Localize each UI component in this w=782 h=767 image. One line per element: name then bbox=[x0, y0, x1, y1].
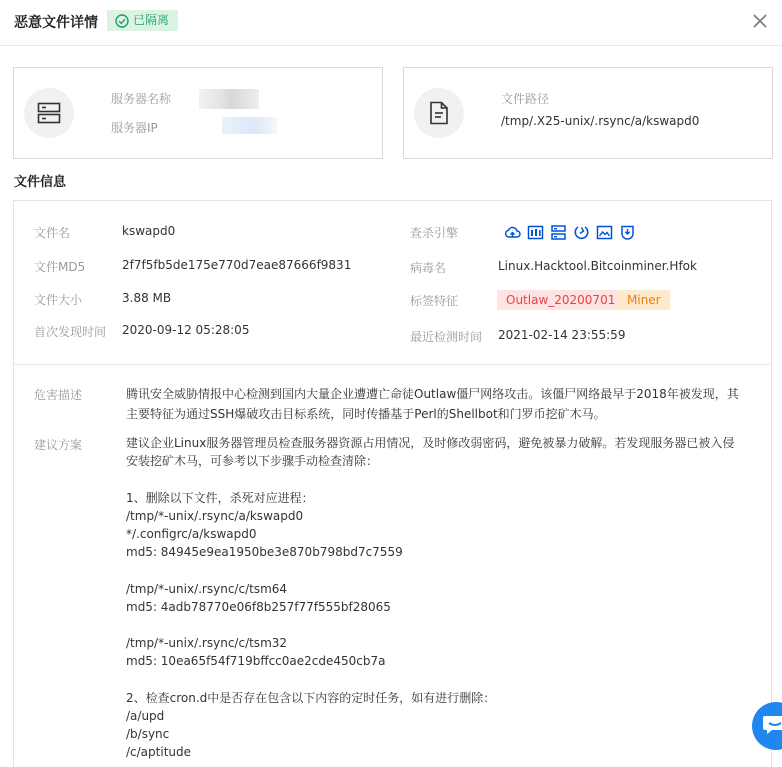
virus-name-value: Linux.Hacktool.Bitcoinminer.Hfok bbox=[498, 259, 697, 273]
harm-label: 危害描述 bbox=[34, 388, 83, 402]
file-name-label: 文件名 bbox=[34, 226, 71, 240]
dialog-title: 恶意文件详情 bbox=[14, 15, 98, 31]
behavior-scan-icon[interactable] bbox=[573, 224, 590, 241]
first-found-value: 2020-09-12 05:28:05 bbox=[122, 323, 250, 337]
cloud-scan-icon[interactable] bbox=[504, 224, 521, 241]
server-ip-redacted bbox=[222, 117, 277, 134]
engine-label: 查杀引擎 bbox=[410, 226, 459, 240]
server-ip-label: 服务器IP bbox=[111, 121, 158, 135]
file-path-card bbox=[403, 67, 773, 159]
tags-label: 标签特征 bbox=[410, 294, 459, 308]
close-icon[interactable] bbox=[752, 13, 768, 29]
status-badge bbox=[107, 10, 178, 31]
file-name-value: kswapd0 bbox=[122, 224, 176, 238]
file-path-label: 文件路径 bbox=[501, 92, 550, 106]
tag-miner: Miner bbox=[618, 290, 670, 310]
harm-description: 腾讯安全威胁情报中心检测到国内大量企业遭遭亡命徒Outlaw僵尸网络攻击。该僵尸网络最早于2018年被发现，其主要特征为通过SSH爆破攻击目标系统，同时传播基于Perl的Shellbot和门罗币挖矿木马。 bbox=[126, 387, 739, 421]
file-info-panel bbox=[13, 200, 772, 767]
file-path-value: /tmp/.X25-unix/.rsync/a/kswapd0 bbox=[501, 114, 700, 128]
image-scan-icon[interactable] bbox=[596, 224, 613, 241]
advice-label: 建议方案 bbox=[34, 438, 83, 452]
file-md5-value: 2f7f5fb5de175e770d7eae87666f9831 bbox=[122, 258, 352, 272]
shield-scan-icon[interactable] bbox=[619, 224, 636, 241]
divider bbox=[14, 364, 771, 365]
advice-text: 建议企业Linux服务器管理员检查服务器资源占用情况，及时修改弱密码，避免被暴力破解。若发现服务器已被入侵安装挖矿木马，可参考以下步骤手动检查清除： 1、删除以下文件，杀死对应进程： /tmp/*-unix/.rsync/a/kswapd0 */.configrc/a/kswapd0 md5: 84945e9ea1950be3e870b798bd7c7559 /tmp/*-unix/.rsync/c/tsm64 md5: 4adb78770e06f8b257f77f555bf28065 /tmp/*-unix/.rsync/c/tsm32 md5: 10ea65f54f719bffcc0ae2cde450cb7a 2、检查cron.d中是否存在包含以下内容的定时任务，如有进行删除： /a/upd /b/sync /c/aptitude bbox=[126, 436, 735, 760]
binary-scan-icon[interactable] bbox=[527, 224, 544, 241]
server-name-label: 服务器名称 bbox=[111, 92, 172, 106]
server-name-redacted bbox=[199, 89, 259, 109]
tag-outlaw: Outlaw_20200701 bbox=[497, 290, 624, 310]
last-scan-label: 最近检测时间 bbox=[410, 330, 483, 344]
status-text: 已隔离 bbox=[133, 13, 170, 27]
server-scan-icon[interactable] bbox=[550, 224, 567, 241]
dialog-header bbox=[0, 0, 782, 46]
server-card bbox=[13, 67, 383, 159]
engine-icons bbox=[504, 224, 636, 241]
virus-name-label: 病毒名 bbox=[410, 261, 447, 275]
section-title-file-info: 文件信息 bbox=[14, 175, 67, 190]
chat-icon bbox=[762, 714, 782, 736]
check-circle-icon bbox=[115, 14, 129, 28]
file-size-value: 3.88 MB bbox=[122, 291, 172, 305]
document-icon bbox=[414, 88, 464, 138]
file-size-label: 文件大小 bbox=[34, 293, 83, 307]
last-scan-value: 2021-02-14 23:55:59 bbox=[498, 328, 626, 342]
server-icon bbox=[24, 88, 74, 138]
file-md5-label: 文件MD5 bbox=[34, 260, 86, 274]
first-found-label: 首次发现时间 bbox=[34, 325, 107, 339]
